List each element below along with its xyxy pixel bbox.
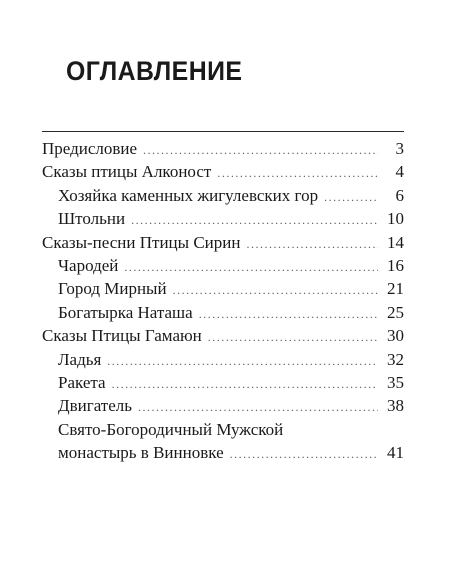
toc-entry-label: монастырь в Винновке: [58, 443, 224, 463]
toc-subentry-ladya: [42, 348, 404, 371]
toc-entry-page: 21: [387, 279, 404, 299]
toc-entry-label: Хозяйка каменных жигулевских гор: [58, 185, 319, 205]
toc-entry-page: 10: [387, 209, 404, 229]
toc-entry-label: Предисловие: [42, 139, 138, 158]
dot-leader: [173, 279, 378, 302]
toc-entry-page: 3: [395, 139, 404, 158]
toc-entry-label: Сказы Птицы Гамаюн: [42, 326, 202, 346]
dot-leader: [230, 443, 378, 466]
toc-entry-label: Штольни: [58, 209, 126, 229]
toc-subentry-charodey: [42, 254, 404, 277]
toc-entry-page: 30: [387, 326, 404, 346]
dot-leader: [246, 233, 378, 256]
dot-leader: [217, 162, 378, 185]
dot-leader: [107, 350, 378, 373]
toc-subentry-raketa: [42, 371, 404, 394]
toc-entry-alkonost: [42, 160, 404, 183]
toc-subentry-monastyr-line1: [42, 418, 404, 441]
toc-subentry-dvigatel: [42, 394, 404, 417]
toc-entry-label: Богатырка Наташа: [58, 302, 193, 322]
toc-entry-page: 4: [395, 162, 404, 182]
toc-entry-page: 16: [387, 255, 404, 275]
toc-entry-page: 38: [387, 396, 404, 416]
toc-entry-gamayun: [42, 324, 404, 347]
toc-entry-label: Двигатель: [58, 396, 133, 416]
dot-leader: [131, 209, 378, 232]
toc-entry-page: 41: [387, 443, 404, 463]
toc-entry-label: Сказы птицы Алконост: [42, 162, 212, 182]
dot-leader: [138, 396, 378, 419]
toc-entry-label: Ладья: [58, 349, 102, 369]
toc-subentry-monastyr-line2: [42, 441, 404, 464]
table-of-contents: [42, 137, 404, 464]
toc-entry-label: Свято-Богородичный Мужской: [58, 419, 284, 439]
dot-leader: [208, 326, 378, 349]
dot-leader: [324, 186, 378, 209]
toc-entry-label: Город Мирный: [58, 279, 167, 299]
dot-leader: [124, 256, 378, 279]
toc-entry-label: Сказы-песни Птицы Сирин: [42, 232, 241, 252]
heading-divider: [42, 131, 404, 132]
toc-entry-page: 6: [395, 185, 404, 205]
dot-leader: [199, 303, 378, 326]
toc-entry-page: 35: [387, 372, 404, 392]
toc-subentry-shtolni: [42, 207, 404, 230]
toc-entry-page: 25: [387, 302, 404, 322]
toc-entry-preface: [42, 137, 404, 160]
toc-entry-sirin: [42, 231, 404, 254]
toc-subentry-gorod-mirny: [42, 277, 404, 300]
toc-entry-page: 14: [387, 232, 404, 252]
toc-subentry-bogatyrka: [42, 301, 404, 324]
toc-subentry-khozyaika: [42, 184, 404, 207]
toc-entry-page: 32: [387, 349, 404, 369]
dot-leader: [143, 139, 378, 162]
toc-entry-label: Чародей: [58, 255, 119, 275]
toc-entry-label: Ракета: [58, 372, 106, 392]
page-title: ОГЛАВЛЕНИЕ: [66, 56, 243, 86]
dot-leader: [112, 373, 378, 396]
